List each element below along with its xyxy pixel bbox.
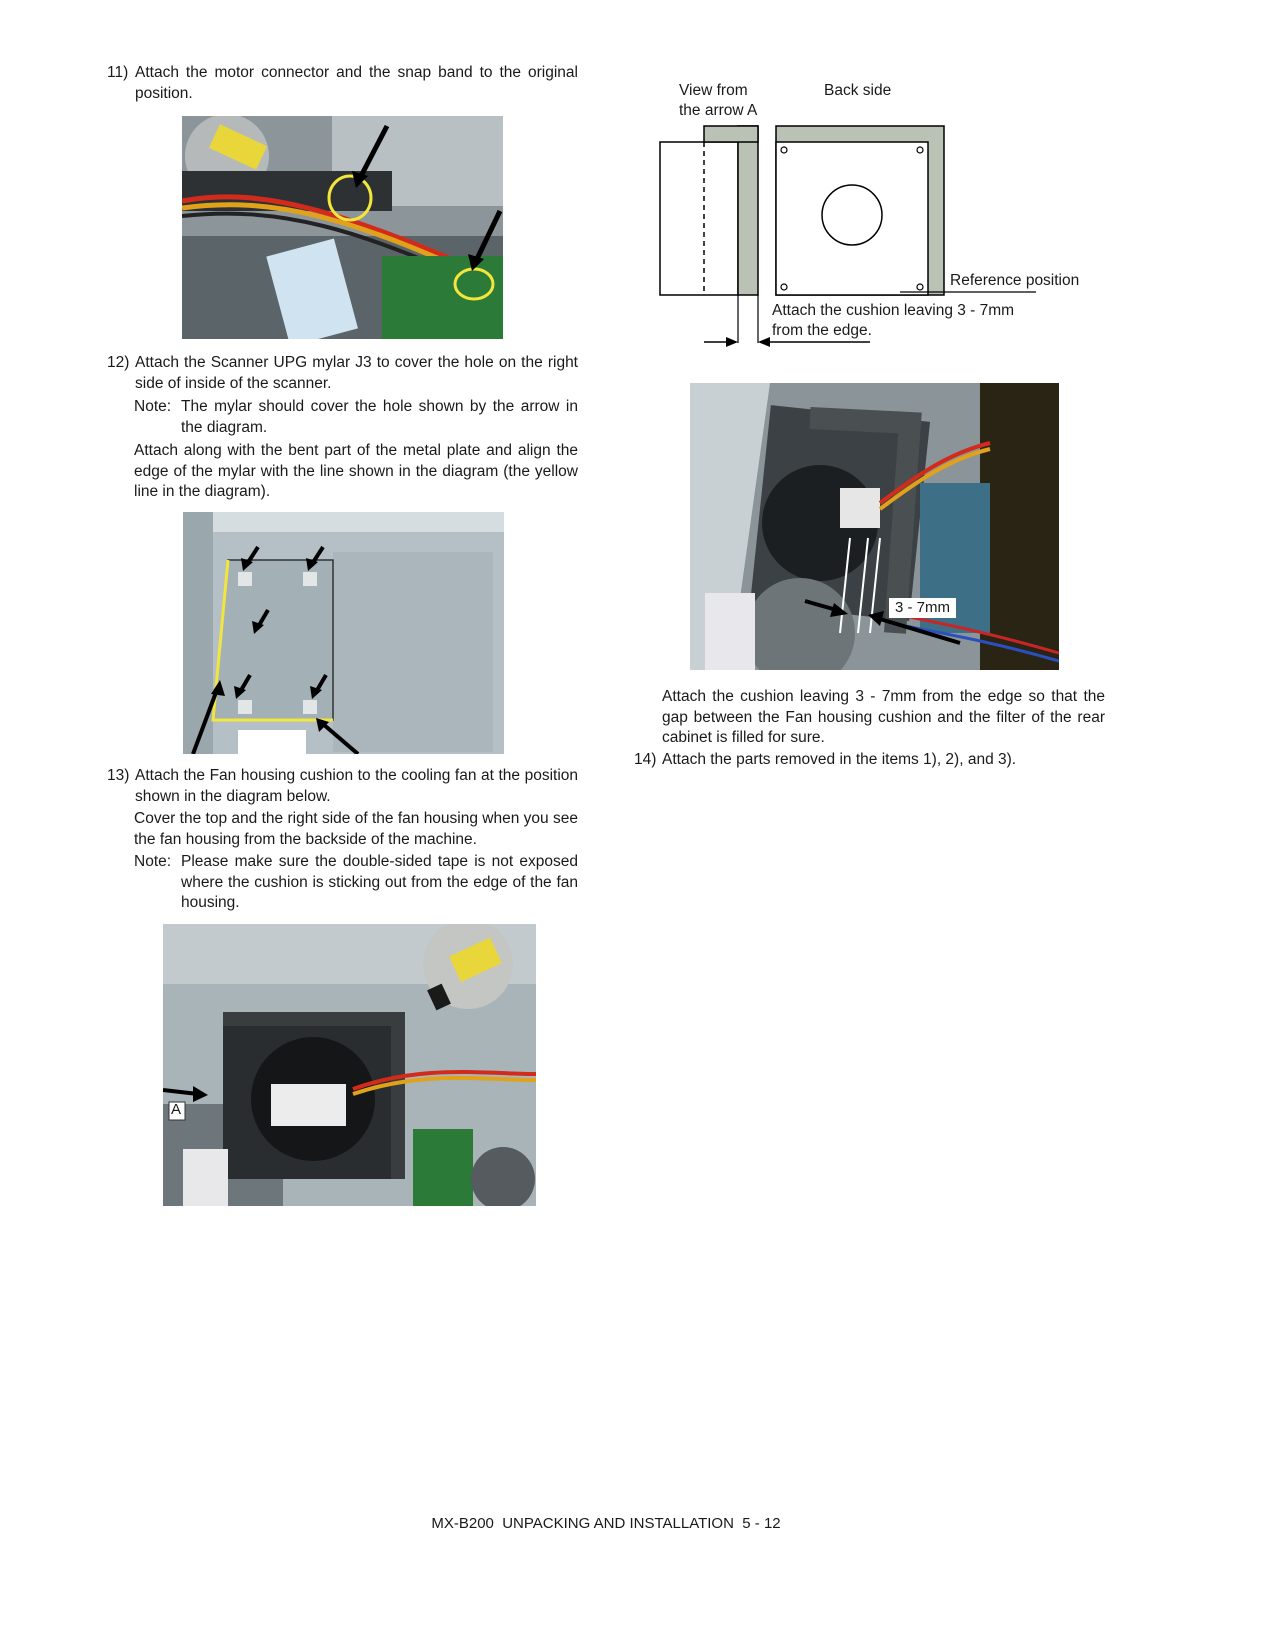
step-text: Attach the motor connector and the snap band to the original position. bbox=[135, 64, 578, 102]
cushion-gap-photo bbox=[690, 383, 1059, 670]
step-13-extra: Cover the top and the right side of the fan housing when you see the fan housing from the backside of the machine. bbox=[134, 810, 578, 848]
note-label: Note: bbox=[134, 398, 172, 415]
step-text: Attach the Fan housing cushion to the cooling fan at the position shown in the diagram below. bbox=[135, 767, 578, 805]
note-label: Note: bbox=[134, 853, 172, 870]
step-12 bbox=[107, 353, 578, 395]
step-11 bbox=[107, 63, 578, 105]
step-12-note bbox=[134, 397, 578, 439]
step-12-extra: Attach along with the bent part of the metal plate and align the edge of the mylar with the line shown in the diagram (the yellow line in the diagram). bbox=[134, 442, 578, 500]
step-number: 13) bbox=[107, 767, 130, 784]
view-from-arrow-label: View from the arrow A bbox=[679, 82, 758, 119]
mylar-photo bbox=[183, 512, 504, 754]
cushion-instruction: Attach the cushion leaving 3 - 7mm from the edge so that the gap between the Fan housing cushion and the filter of the rear cabinet is filled for sure. bbox=[662, 688, 1105, 746]
cushion-diagram bbox=[656, 78, 1096, 356]
step-number: 12) bbox=[107, 354, 130, 371]
reference-position-label: Reference position bbox=[950, 272, 1080, 289]
page-footer: MX-B200 UNPACKING AND INSTALLATION 5 - 12 bbox=[431, 1515, 781, 1532]
cushion-position-label: Attach the cushion leaving 3 - 7mm from the edge. bbox=[772, 302, 1015, 339]
back-side-label: Back side bbox=[824, 82, 892, 99]
fan-housing-photo bbox=[163, 924, 536, 1206]
step-number: 11) bbox=[107, 64, 129, 81]
note-text: Please make sure the double-sided tape is not exposed where the cushion is sticking out from the edge of the fan housing. bbox=[181, 853, 578, 911]
gap-measurement-label: 3 - 7mm bbox=[889, 598, 956, 618]
step-13-note bbox=[134, 852, 578, 914]
step-13 bbox=[107, 766, 578, 808]
step-number: 14) bbox=[634, 751, 657, 768]
motor-connector-photo bbox=[182, 116, 503, 339]
step-14 bbox=[634, 750, 1105, 772]
step-text: Attach the parts removed in the items 1), 2), and 3). bbox=[662, 751, 1017, 768]
step-text: Attach the Scanner UPG mylar J3 to cover the hole on the right side of inside of the scanner. bbox=[135, 354, 578, 392]
arrow-a-label: A bbox=[171, 1101, 182, 1118]
note-text: The mylar should cover the hole shown by the arrow in the diagram. bbox=[181, 398, 578, 436]
